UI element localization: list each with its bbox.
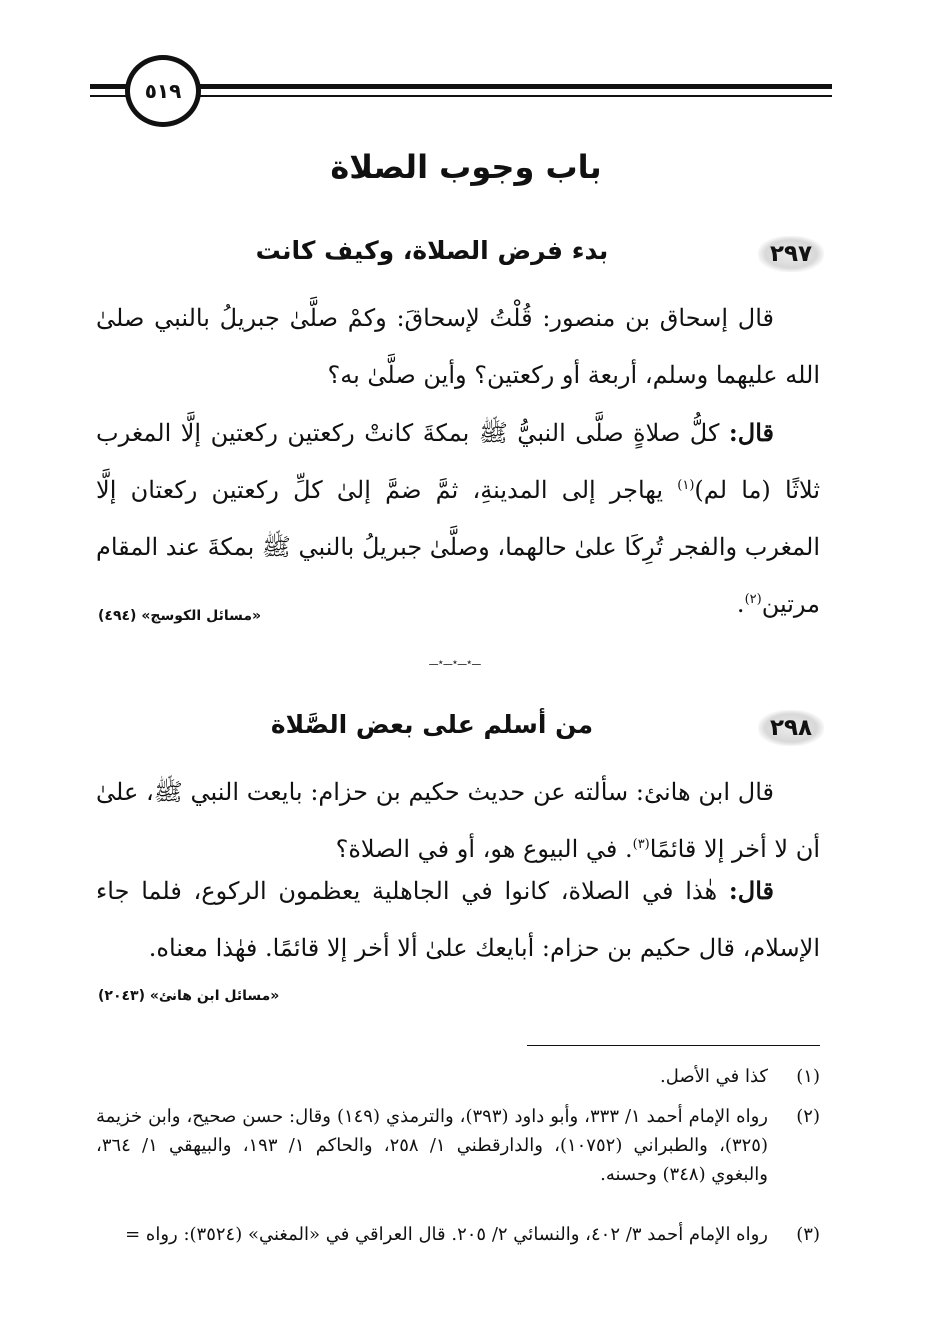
source-citation: «مسائل الكوسج» (٤٩٤) xyxy=(98,608,262,624)
answer-paragraph xyxy=(96,862,820,977)
footnote xyxy=(96,1220,820,1249)
section-number: ٢٩٨ xyxy=(758,710,824,746)
section-divider: ـــ٭ـــ٭ـــ٭ـــ xyxy=(429,657,481,668)
header-rule xyxy=(200,84,832,89)
section-number: ٢٩٧ xyxy=(758,236,824,272)
answer-label: قال: xyxy=(728,418,774,447)
footnote-number: (٣) xyxy=(796,1224,820,1245)
source-citation: «مسائل ابن هانئ» (٢٠٤٣) xyxy=(98,988,280,1004)
footnote-text: كذا في الأصل. xyxy=(660,1066,768,1087)
page-number: ٥١٩ xyxy=(125,55,201,127)
answer-label: قال: xyxy=(728,876,774,905)
question-paragraph xyxy=(96,764,820,878)
footnote-ref[interactable]: (١) xyxy=(677,478,695,493)
header-rule-left-thin xyxy=(90,95,130,97)
footnote-number: (١) xyxy=(796,1066,820,1087)
header-rule-thin xyxy=(200,95,832,97)
footnote-ref[interactable]: (٣) xyxy=(632,837,650,852)
answer-paragraph xyxy=(96,404,820,633)
question-text: . في البيوع هو، أو في الصلاة؟ xyxy=(335,835,633,863)
footnote-text: رواه الإمام أحمد ٣/ ٤٠٢، والنسائي ٢/ ٢٠٥. قال العراقي في «المغني» (٣٥٢٤): رواه = xyxy=(125,1224,768,1245)
answer-text: يهاجر إلى المدينةِ، ثمَّ ضمَّ إلىٰ كلِّ ركعتين ركعتان إلَّا المغرب والفجر تُرِكَا علىٰ حالهما، وصلَّىٰ جبريلُ بالنبي ﷺ بمكةَ عند المقام مرتين xyxy=(96,476,820,618)
footnote-rule xyxy=(527,1045,820,1046)
answer-end: . xyxy=(736,590,745,618)
chapter-title: باب وجوب الصلاة xyxy=(330,148,602,186)
footnote xyxy=(96,1062,820,1091)
question-text: قال ابن هانئ: سألته عن حديث حكيم بن حزام: بايعت النبي ﷺ، علىٰ أن لا أخر إلا قائمًا xyxy=(96,778,820,863)
answer-text: كلُّ صلاةٍ صلَّى النبيُّ ﷺ بمكةَ كانتْ ركعتين ركعتين إلَّا المغرب ثلاثًا (ما لم) xyxy=(96,419,820,504)
section-title: بدء فرض الصلاة، وكيف كانت xyxy=(255,236,609,265)
question-paragraph: قال إسحاق بن منصور: قُلْتُ لإسحاقَ: وكمْ صلَّىٰ جبريلُ بالنبي صلىٰ الله عليهما وسلم، أربعة أو ركعتين؟ وأين صلَّىٰ به؟ xyxy=(96,304,820,389)
header-rule-left xyxy=(90,84,130,89)
footnote xyxy=(96,1102,820,1189)
answer-text: هٰذا في الصلاة، كانوا في الجاهلية يعظمون الركوع، فلما جاء الإسلام، قال حكيم بن حزام: أبايعك علىٰ ألا أخر إلا قائمًا. فهٰذا معناه. xyxy=(96,877,820,962)
footnote-text: رواه الإمام أحمد ١/ ٣٣٣، وأبو داود (٣٩٣)، والترمذي (١٤٩) وقال: حسن صحيح، وابن خزيمة (٣٢٥)، والطبراني (١٠٧٥٢)، والدارقطني ١/ ٢٥٨، والحاكم ١/ ١٩٣، والبيهقي ١/ ٣٦٤، والبغوي (٣٤٨) وحسنه. xyxy=(96,1106,768,1185)
footnote-ref[interactable]: (٢) xyxy=(744,592,762,607)
footnote-number: (٢) xyxy=(796,1106,820,1127)
section-title: من أسلم على بعض الصَّلاة xyxy=(270,710,594,739)
